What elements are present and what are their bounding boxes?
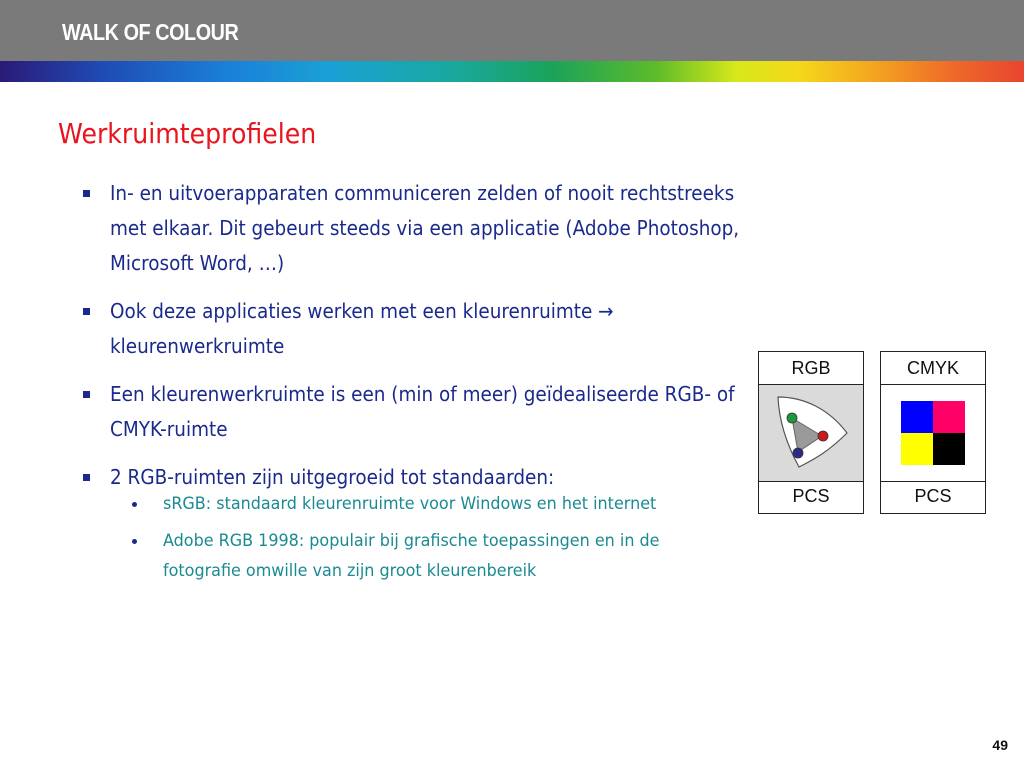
cmyk-swatch-grid (901, 401, 965, 465)
black-swatch (933, 433, 965, 465)
header-bar (0, 0, 1024, 61)
square-bullet-icon (83, 474, 90, 481)
square-bullet-icon (83, 308, 90, 315)
rgb-profile-box (758, 351, 864, 514)
bullet-text: In- en uitvoerapparaten communiceren zelden of nooit rechtstreeks met elkaar. Dit gebeurt steeds via een applicatie (Adobe Photoshop, Microsoft Word, …) (110, 181, 740, 275)
round-bullet-icon (132, 502, 137, 507)
slide-title: Werkruimteprofielen (58, 117, 317, 150)
bullet-item (80, 377, 740, 447)
sub-bullet-item (110, 489, 740, 519)
rgb-gamut-panel (759, 384, 863, 482)
cmyk-label: CMYK (906, 358, 959, 378)
yellow-swatch (901, 433, 933, 465)
square-bullet-icon (83, 391, 90, 398)
sub-bullet-item (110, 526, 740, 586)
sub-bullet-text: Adobe RGB 1998: populair bij grafische toepassingen en in de fotografie omwille van zijn groot kleurenbereik (163, 531, 660, 581)
gamut-triangle-icon (759, 385, 863, 481)
square-bullet-icon (83, 190, 90, 197)
bullet-text: Een kleurenwerkruimte is een (min of meer) geïdealiseerde RGB- of CMYK-ruimte (110, 382, 735, 441)
header-title: WALK OF COLOUR (62, 19, 239, 45)
cmyk-profile-box (880, 351, 986, 514)
bullet-text: 2 RGB-ruimten zijn uitgegroeid tot standaarden: (110, 465, 555, 489)
bullet-item (80, 294, 740, 364)
spectrum-band (0, 61, 1024, 82)
cmyk-pcs-label: PCS (914, 486, 952, 506)
sub-bullet-text: sRGB: standaard kleurenruimte voor Windows en het internet (163, 494, 657, 514)
blue-swatch (901, 401, 933, 433)
bullet-item (80, 460, 740, 586)
bullet-item (80, 176, 740, 281)
bullet-text: Ook deze applicaties werken met een kleurenruimte → kleurenwerkruimte (110, 299, 614, 358)
rgb-label: RGB (791, 358, 831, 378)
bullet-list (80, 176, 740, 599)
round-bullet-icon (132, 539, 137, 544)
rgb-pcs-label: PCS (792, 486, 830, 506)
magenta-swatch (933, 401, 965, 433)
page-number: 49 (992, 737, 1008, 753)
cmyk-swatch-panel (881, 384, 985, 482)
sub-bullet-list (110, 489, 740, 586)
